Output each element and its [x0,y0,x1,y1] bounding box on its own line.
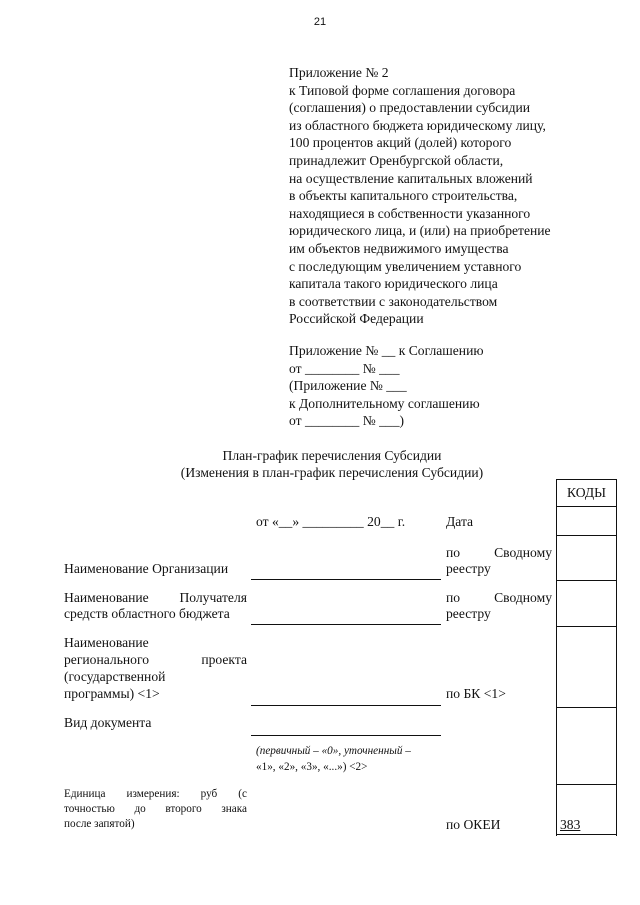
appendix-line: находящиеся в собственности указанного [289,205,531,221]
project-label-line2 [64,652,247,669]
project-word: проекта [201,652,247,667]
unit-word: точностью [64,803,115,815]
date-label: Дата [446,514,474,529]
unit-word: измерения: [126,788,180,800]
okei-code: 383 [560,817,581,832]
codes-divider [556,506,617,507]
appendix-line: к Типовой форме соглашения договора [289,82,516,98]
registry-line-2 [446,590,552,607]
doc-type-note-2: «1», «2», «3», «...») <2> [256,761,368,773]
appendix-header [289,64,619,328]
page-number: 21 [313,16,327,28]
appendix-line: (соглашения) о предоставлении субсидии [289,100,531,116]
attachment-line: от ________ № ___ [289,360,400,376]
org-field-line [251,579,441,580]
codes-header: КОДЫ [567,485,606,500]
codes-divider [556,707,617,708]
appendix-line: в объекты капитального строительства, [289,188,518,204]
unit-word: знака [221,803,247,815]
attachment-line: от ________ № ___) [289,413,405,429]
codes-column [556,479,617,836]
unit-word: второго [165,803,202,815]
recipient-word: Получателя [179,590,247,605]
attachment-line: к Дополнительному соглашению [289,395,480,411]
doc-type-label: Вид документа [64,715,152,730]
project-label-line1: Наименование [64,635,149,650]
unit-label-line3: после запятой) [64,818,135,830]
appendix-line: им объектов недвижимого имущества [289,240,509,256]
unit-word: руб [200,788,218,800]
registry-word: Сводному [494,545,552,560]
appendix-line: из областного бюджета юридическому лицу, [289,117,546,133]
codes-divider [556,784,617,785]
unit-word: до [134,803,146,815]
recipient-label-line1 [64,590,247,607]
attachment-reference [289,342,619,430]
appendix-line: юридического лица, и (или) на приобретение [289,223,551,239]
appendix-line: Приложение № 2 [289,65,389,80]
recipient-field-line [251,624,441,625]
document-subtitle: (Изменения в план-график перечисления Субсидии) [180,465,484,480]
attachment-line: Приложение № __ к Соглашению [289,343,484,358]
date-line: от «__» _________ 20__ г. [256,514,406,529]
codes-divider [556,834,617,835]
unit-word: Единица [64,788,106,800]
codes-divider [556,580,617,581]
codes-divider [556,535,617,536]
unit-label-line2 [64,802,247,816]
registry-word: Сводному [494,590,552,605]
unit-label-line1 [64,787,247,801]
project-label-line3: (государственной [64,669,166,684]
unit-word: (с [238,788,247,800]
appendix-line: принадлежит Оренбургской области, [289,152,504,168]
registry-tail: реестру [446,561,491,576]
project-word: регионального [64,652,149,667]
attachment-line: (Приложение № ___ [289,378,407,394]
appendix-line: в соответствии с законодательством [289,293,498,309]
appendix-line: капитала такого юридического лица [289,276,498,292]
appendix-line: с последующим увеличением уставного [289,258,522,274]
appendix-line: на осуществление капитальных вложений [289,170,533,186]
document-title: План-график перечисления Субсидии [222,448,442,463]
recipient-word: Наименование [64,590,149,605]
doc-type-note-1: (первичный – «0», уточненный – [256,745,411,757]
org-label: Наименование Организации [64,561,229,576]
project-label-line4: программы) <1> [64,686,160,701]
okei-label: по ОКЕИ [446,817,501,832]
bk-label: по БК <1> [446,686,506,701]
doc-type-field-line [251,735,441,736]
registry-po: по [446,545,461,560]
appendix-line: Российской Федерации [289,311,424,327]
registry-po: по [446,590,461,605]
project-field-line [251,705,441,706]
codes-divider [556,626,617,627]
recipient-label-line2: средств областного бюджета [64,606,230,621]
appendix-line: 100 процентов акций (долей) которого [289,135,512,151]
registry-tail: реестру [446,606,491,621]
registry-line [446,545,552,562]
